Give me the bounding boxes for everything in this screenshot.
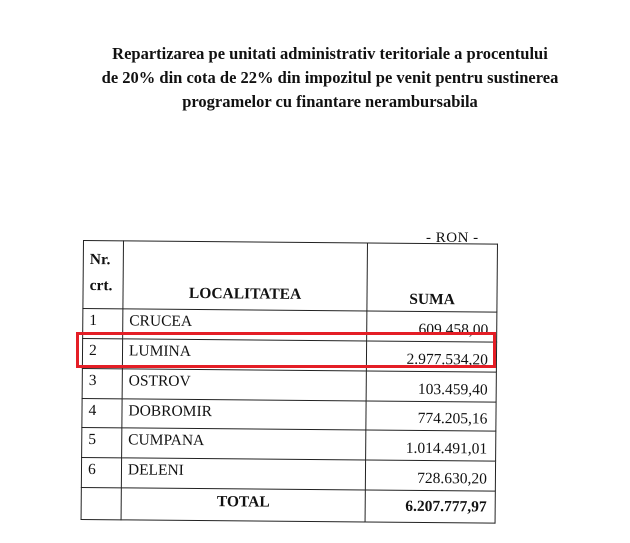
row-nr: 2 (82, 338, 122, 368)
total-sum: 6.207.777,97 (365, 490, 495, 523)
title-line-2: de 20% din cota de 22% din impozitul pe venit pentru sustinerea (101, 68, 559, 87)
total-nr-cell (81, 488, 121, 520)
row-locality: LUMINA (122, 339, 367, 371)
row-nr: 6 (81, 458, 121, 488)
row-sum: 103.459,40 (366, 371, 496, 402)
row-locality: OSTROV (122, 369, 367, 401)
table-total-row (81, 488, 495, 524)
row-locality: CRUCEA (123, 309, 368, 341)
title-line-1: Repartizarea pe unitati administrativ teritoriale a procentului (112, 44, 548, 63)
row-locality: DELENI (121, 458, 366, 490)
row-locality: CUMPANA (122, 428, 367, 460)
title-line-3: programelor cu finantare nerambursabila (182, 92, 478, 111)
header-sum: SUMA (367, 243, 497, 312)
row-sum: 1.014.491,01 (366, 430, 496, 461)
header-locality: LOCALITATEA (123, 241, 368, 311)
row-nr: 1 (83, 309, 123, 339)
row-nr: 4 (82, 398, 122, 428)
row-sum: 609.458,00 (367, 311, 497, 342)
total-label: TOTAL (121, 488, 366, 522)
table-header-row (83, 241, 498, 313)
row-sum: 774.205,16 (366, 401, 496, 432)
allocation-table-wrapper (81, 240, 498, 524)
table-row (82, 368, 496, 401)
row-sum: 728.630,20 (366, 460, 496, 491)
row-nr: 3 (82, 368, 122, 398)
allocation-table (81, 240, 498, 524)
currency-label: - RON - (426, 230, 479, 246)
table-row (81, 458, 495, 491)
header-nr-line1: Nr. (89, 251, 111, 269)
table-row (82, 398, 496, 431)
header-nr-line2: crt. (89, 277, 113, 295)
row-locality: DOBROMIR (122, 398, 367, 430)
document-title (95, 42, 565, 114)
table-row (82, 428, 496, 461)
highlight-box (76, 332, 496, 368)
row-nr: 5 (82, 428, 122, 458)
header-nr (83, 241, 124, 309)
row-sum: 2.977.534,20 (367, 341, 497, 372)
